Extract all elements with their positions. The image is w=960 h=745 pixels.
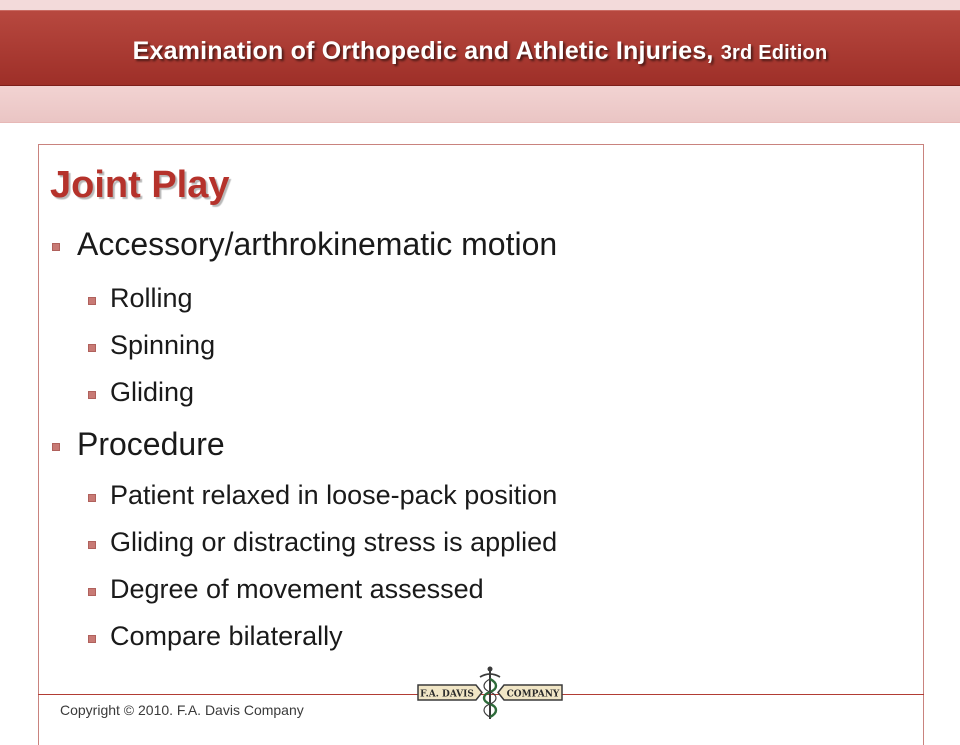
logo-right-text: COMPANY bbox=[506, 689, 560, 700]
square-bullet-icon bbox=[52, 443, 60, 451]
square-bullet-icon bbox=[88, 344, 96, 352]
publisher-logo bbox=[416, 665, 564, 720]
logo-left-text: F.A. DAVIS bbox=[420, 689, 474, 700]
square-bullet-icon bbox=[88, 541, 96, 549]
square-bullet-icon bbox=[88, 494, 96, 502]
header-banner bbox=[0, 10, 960, 86]
bullet-text: Gliding or distracting stress is applied bbox=[110, 527, 558, 557]
bullet-text: Rolling bbox=[110, 283, 193, 313]
bullet-text: Gliding bbox=[110, 377, 195, 407]
book-title-text: Examination of Orthopedic and Athletic Injuries, bbox=[132, 37, 714, 65]
sub-header-band bbox=[0, 86, 960, 123]
bullet-text: Compare bilaterally bbox=[110, 621, 343, 651]
caduceus-icon bbox=[480, 667, 500, 720]
bullet-text: Spinning bbox=[110, 330, 216, 360]
book-edition: 3rd Edition bbox=[720, 42, 828, 64]
square-bullet-icon bbox=[88, 588, 96, 596]
square-bullet-icon bbox=[88, 297, 96, 305]
bullet-text: Degree of movement assessed bbox=[110, 574, 484, 604]
book-title bbox=[0, 37, 960, 66]
bullet-text: Accessory/arthrokinematic motion bbox=[77, 226, 558, 262]
square-bullet-icon bbox=[88, 391, 96, 399]
bullet-text: Patient relaxed in loose-pack position bbox=[110, 480, 558, 510]
slide-title: Joint Play bbox=[50, 164, 230, 206]
square-bullet-icon bbox=[52, 243, 60, 251]
bullet-text: Procedure bbox=[77, 426, 225, 462]
square-bullet-icon bbox=[88, 635, 96, 643]
copyright-text: Copyright © 2010. F.A. Davis Company bbox=[60, 702, 304, 718]
top-stripe bbox=[0, 0, 960, 10]
